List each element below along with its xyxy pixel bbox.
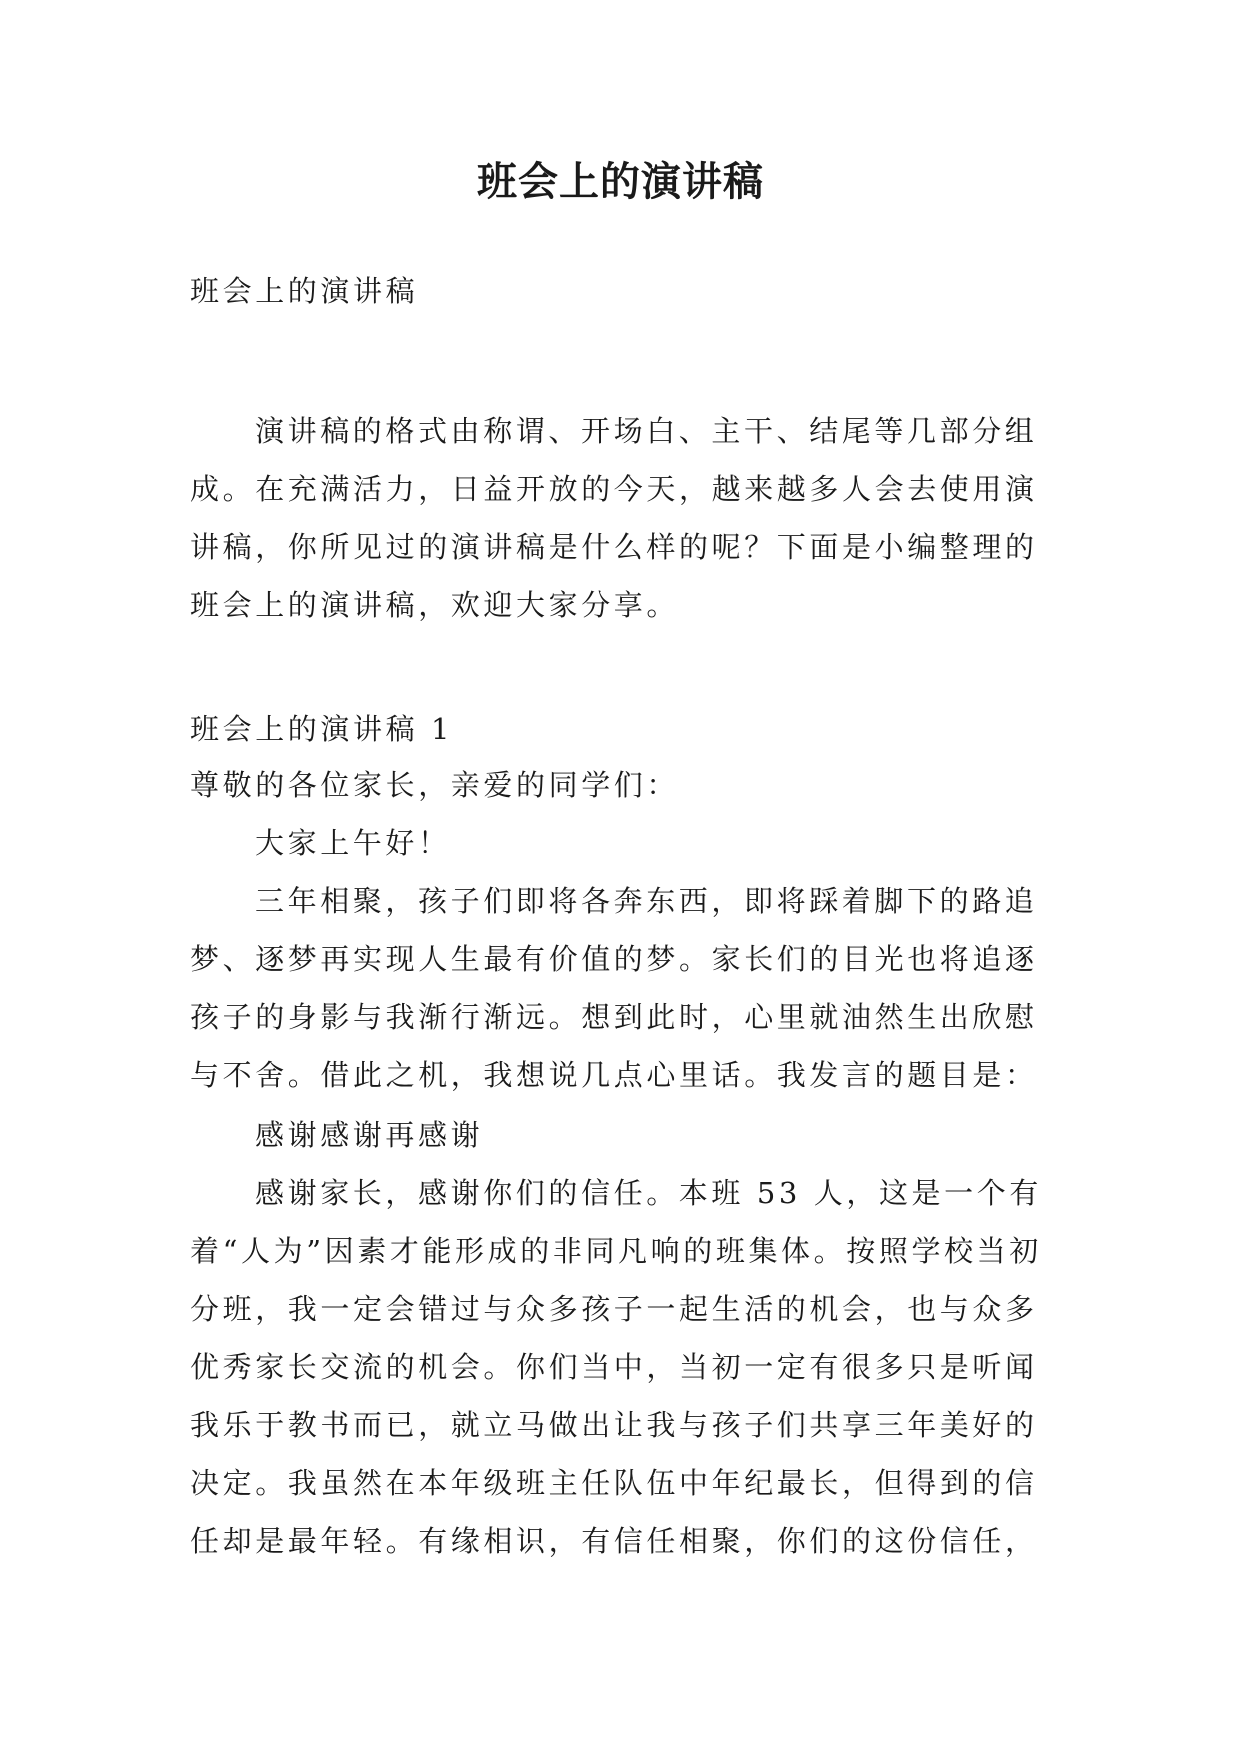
section-heading: 班会上的演讲稿 1 [190, 712, 454, 746]
document-subtitle: 班会上的演讲稿 [190, 274, 419, 308]
salutation: 尊敬的各位家长，亲爱的同学们： [190, 768, 680, 802]
intro-paragraph: 演讲稿的格式由称谓、开场白、主干、结尾等几部分组成。在充满活力，日益开放的今天，越来越多人会去使用演讲稿，你所见过的演讲稿是什么样的呢？下面是小编整理的班会上的演讲稿，欢迎大家分享。 [190, 414, 1038, 622]
document-title: 班会上的演讲稿 [477, 158, 764, 205]
greeting: 大家上午好！ [255, 826, 451, 860]
speech-topic: 感谢感谢再感谢 [255, 1118, 484, 1152]
body-paragraph: 三年相聚，孩子们即将各奔东西，即将踩着脚下的路追梦、逐梦再实现人生最有价值的梦。家长们的目光也将追逐孩子的身影与我渐行渐远。想到此时，心里就油然生出欣慰与不舍。借此之机，我想说几点心里话。我发言的题目是： [190, 884, 1038, 1092]
body-paragraph: 感谢家长，感谢你们的信任。本班 53 人，这是一个有着“人为”因素才能形成的非同凡响的班集体。按照学校当初分班，我一定会错过与众多孩子一起生活的机会，也与众多优秀家长交流的机会。你们当中，当初一定有很多只是听闻我乐于教书而已，就立马做出让我与孩子们共享三年美好的决定。我虽然在本年级班主任队伍中年纪最长，但得到的信任却是最年轻。有缘相识，有信任相聚，你们的这份信任， [190, 1176, 1042, 1558]
